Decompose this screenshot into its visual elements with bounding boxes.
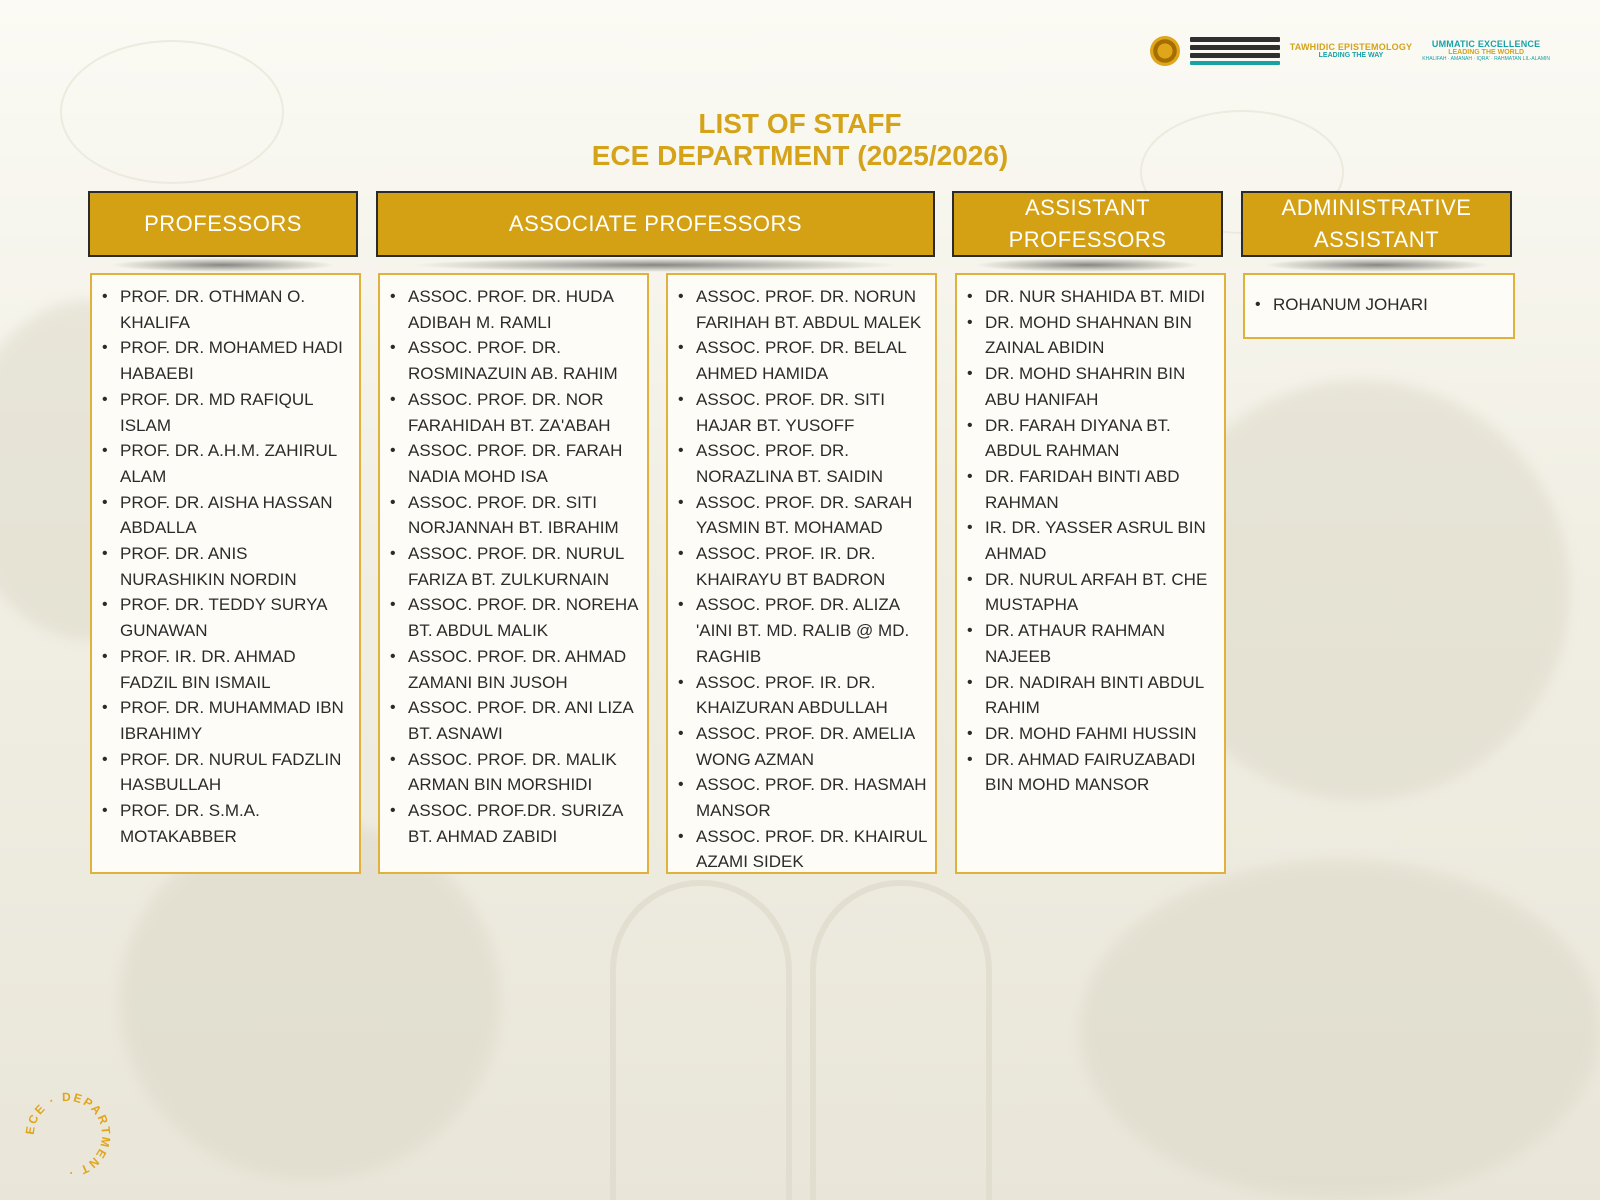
staff-list-item: • ASSOC. PROF.DR. SURIZA BT. AHMAD ZABIDI xyxy=(408,798,643,849)
staff-list-item: • ASSOC. PROF. DR. NOREHA BT. ABDUL MALIK xyxy=(408,592,643,643)
staff-list-item: • PROF. DR. S.M.A. MOTAKABBER xyxy=(120,798,355,849)
page-title xyxy=(0,108,1600,172)
staff-list-item: • ASSOC. PROF. DR. FARAH NADIA MOHD ISA xyxy=(408,438,643,489)
title-line-2: ECE DEPARTMENT (2025/2026) xyxy=(591,140,1009,171)
staff-list-item: • PROF. DR. AISHA HASSAN ABDALLA xyxy=(120,490,355,541)
staff-list-item: • ASSOC. PROF. DR. AHMAD ZAMANI BIN JUSOH xyxy=(408,644,643,695)
staff-list-item: • PROF. DR. MOHAMED HADI HABAEBI xyxy=(120,335,355,386)
staff-list-item: • ASSOC. PROF. DR. NURUL FARIZA BT. ZULKURNAIN xyxy=(408,541,643,592)
staff-list-item: • PROF. DR. TEDDY SURYA GUNAWAN xyxy=(120,592,355,643)
tagline-ummatic: UMMATIC EXCELLENCE LEADING THE WORLD KHALIFAH · AMANAH · IQRA' · RAHMATAN LIL-ALAMIN xyxy=(1422,39,1550,62)
staff-list-item: • PROF. DR. A.H.M. ZAHIRUL ALAM xyxy=(120,438,355,489)
ece-department-stamp xyxy=(18,1085,118,1185)
staff-list-item: • PROF. DR. MD RAFIQUL ISLAM xyxy=(120,387,355,438)
staff-list-item: • ASSOC. PROF. DR. HUDA ADIBAH M. RAMLI xyxy=(408,284,643,335)
staff-list-item: • DR. MOHD SHAHNAN BIN ZAINAL ABIDIN xyxy=(985,310,1220,361)
staff-list-item: • ASSOC. PROF. DR. ROSMINAZUIN AB. RAHIM xyxy=(408,335,643,386)
staff-list-item: • ASSOC. PROF. DR. MALIK ARMAN BIN MORSHIDI xyxy=(408,747,643,798)
staff-list-item: • DR. NURUL ARFAH BT. CHE MUSTAPHA xyxy=(985,567,1220,618)
staff-list-item: • ASSOC. PROF. DR. NOR FARAHIDAH BT. ZA'ABAH xyxy=(408,387,643,438)
staff-list-item: • PROF. DR. NURUL FADZLIN HASBULLAH xyxy=(120,747,355,798)
staff-list-item: • ASSOC. PROF. DR. SARAH YASMIN BT. MOHAMAD xyxy=(696,490,931,541)
university-name-logo xyxy=(1190,37,1280,65)
staff-list-item: • ASSOC. PROF. DR. NORUN FARIHAH BT. ABDUL MALEK xyxy=(696,284,931,335)
university-crest-icon xyxy=(1150,36,1180,66)
professors-list xyxy=(90,273,361,874)
staff-list-item: • DR. FARIDAH BINTI ABD RAHMAN xyxy=(985,464,1220,515)
staff-list-item: • DR. MOHD SHAHRIN BIN ABU HANIFAH xyxy=(985,361,1220,412)
staff-list-item: • ASSOC. PROF. DR. KHAIRUL AZAMI SIDEK xyxy=(696,824,931,875)
header-associate-professors: ASSOCIATE PROFESSORS xyxy=(376,191,935,257)
tagline-tawhidic: TAWHIDIC EPISTEMOLOGY LEADING THE WAY xyxy=(1289,42,1413,59)
staff-list-item: • PROF. DR. MUHAMMAD IBN IBRAHIMY xyxy=(120,695,355,746)
staff-list-item: • ASSOC. PROF. DR. ANI LIZA BT. ASNAWI xyxy=(408,695,643,746)
staff-list-item: • ASSOC. PROF. DR. HASMAH MANSOR xyxy=(696,772,931,823)
administrative-assistant-list xyxy=(1243,273,1515,339)
header-assistant-professors: ASSISTANT PROFESSORS xyxy=(952,191,1223,257)
staff-list-item: • PROF. DR. OTHMAN O. KHALIFA xyxy=(120,284,355,335)
svg-text:ECE · DEPARTMENT ·: ECE · DEPARTMENT · xyxy=(22,1089,114,1181)
assistant-professors-list xyxy=(955,273,1226,874)
staff-list-item: • DR. AHMAD FAIRUZABADI BIN MOHD MANSOR xyxy=(985,747,1220,798)
staff-list-item: • ASSOC. PROF. DR. AMELIA WONG AZMAN xyxy=(696,721,931,772)
associate-professors-list-1 xyxy=(378,273,649,874)
header-professors: PROFESSORS xyxy=(88,191,358,257)
staff-list-item: • ASSOC. PROF. IR. DR. KHAIZURAN ABDULLAH xyxy=(696,670,931,721)
staff-list-item: • PROF. IR. DR. AHMAD FADZIL BIN ISMAIL xyxy=(120,644,355,695)
staff-list-item: • DR. ATHAUR RAHMAN NAJEEB xyxy=(985,618,1220,669)
staff-list-item: • DR. NADIRAH BINTI ABDUL RAHIM xyxy=(985,670,1220,721)
staff-list-item: • ASSOC. PROF. DR. NORAZLINA BT. SAIDIN xyxy=(696,438,931,489)
staff-list-item: • DR. FARAH DIYANA BT. ABDUL RAHMAN xyxy=(985,413,1220,464)
university-logos xyxy=(1150,36,1550,66)
staff-list-item: • PROF. DR. ANIS NURASHIKIN NORDIN xyxy=(120,541,355,592)
staff-list-item: • DR. NUR SHAHIDA BT. MIDI xyxy=(985,284,1220,310)
staff-list-item: • IR. DR. YASSER ASRUL BIN AHMAD xyxy=(985,515,1220,566)
staff-list-item: • ASSOC. PROF. DR. BELAL AHMED HAMIDA xyxy=(696,335,931,386)
staff-list-item: • ASSOC. PROF. DR. SITI HAJAR BT. YUSOFF xyxy=(696,387,931,438)
staff-list-item: • ASSOC. PROF. IR. DR. KHAIRAYU BT BADRON xyxy=(696,541,931,592)
staff-list-item: • ROHANUM JOHARI xyxy=(1273,292,1509,318)
associate-professors-list-2 xyxy=(666,273,937,874)
header-administrative-assistant: ADMINISTRATIVE ASSISTANT xyxy=(1241,191,1512,257)
staff-list-item: • ASSOC. PROF. DR. SITI NORJANNAH BT. IBRAHIM xyxy=(408,490,643,541)
staff-list-item: • DR. MOHD FAHMI HUSSIN xyxy=(985,721,1220,747)
staff-list-item: • ASSOC. PROF. DR. ALIZA 'AINI BT. MD. RALIB @ MD. RAGHIB xyxy=(696,592,931,669)
title-line-1: LIST OF STAFF xyxy=(698,108,902,139)
